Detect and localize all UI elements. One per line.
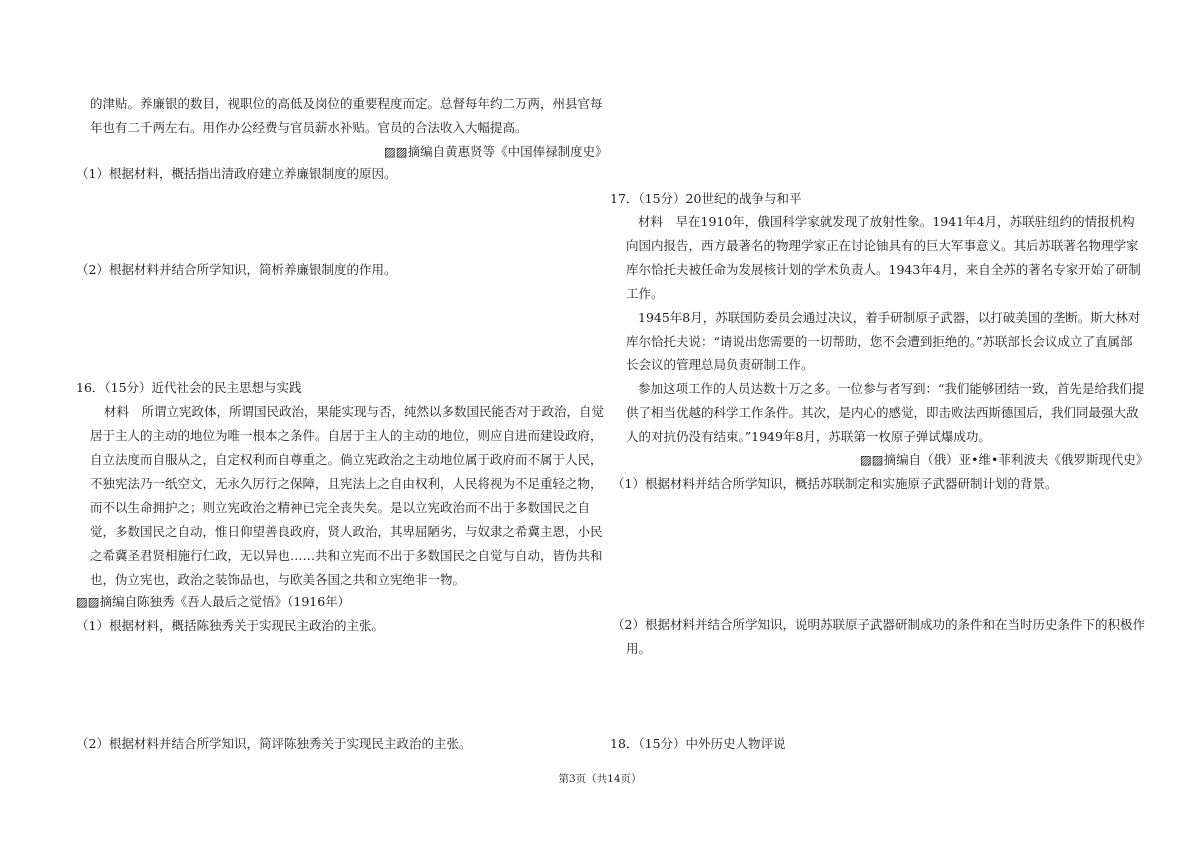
q17-material-line: 工作。 bbox=[626, 286, 664, 301]
q16-header: 16．（15分）近代社会的民主思想与实践 bbox=[76, 380, 302, 395]
q16-source: ▨▨摘编自陈独秀《吾人最后之觉悟》（1916年） bbox=[76, 594, 351, 609]
q17-subquestion-2-continued: 用。 bbox=[626, 641, 652, 656]
q15-material-line: 的津贴。养廉银的数目，视职位的高低及岗位的重要程度而定。总督每年约二万两，州县官每 bbox=[90, 96, 603, 111]
q17-material-line: 向国内报告，西方最著名的物理学家正在讨论铀具有的巨大军事意义。其后苏联著名物理学家 bbox=[626, 238, 1139, 253]
q15-source: ▨▨摘编自黄惠贤等《中国俸禄制度史》 bbox=[384, 144, 608, 159]
q16-material-line: 之希冀圣君贤相施行仁政，无以异也……共和立宪而不出于多数国民之自觉与自动，皆伪共和 bbox=[90, 548, 603, 563]
q17-subquestion-2: （2）根据材料并结合所学知识，说明苏联原子武器研制成功的条件和在当时历史条件下的积极作 bbox=[612, 617, 1145, 632]
q17-material-line: 库尔恰托夫说：“请说出您需要的一切帮助，您不会遭到拒绝的。”苏联部长会议成立了直属部 bbox=[626, 334, 1133, 349]
q16-material-line: 居于主人的主动的地位为唯一根本之条件。自居于主人的主动的地位，则应自进而建设政府， bbox=[90, 428, 603, 443]
q17-header: 17．（15分）20世纪的战争与和平 bbox=[610, 191, 802, 206]
q16-material-line: 不独宪法乃一纸空文，无永久厉行之保障，且宪法上之自由权利，人民将视为不足重轻之物， bbox=[90, 476, 603, 491]
q16-material-line: 而不以生命拥护之；则立宪政治之精神已完全丧失矣。是以立宪政治而不出于多数国民之自 bbox=[90, 500, 591, 515]
q16-material-line: 自立法度而自服从之，自定权利而自尊重之。倘立宪政治之主动地位属于政府而不属于人民， bbox=[90, 452, 603, 467]
q17-material-line: 人的对抗仍没有结束。”1949年8月，苏联第一枚原子弹试爆成功。 bbox=[626, 429, 991, 444]
q17-material-line: 材料 早在1910年，俄国科学家就发现了放射性象。1941年4月，苏联驻纽约的情报机构 bbox=[638, 214, 1135, 229]
q17-material-line: 长会议的管理总局负责研制工作。 bbox=[626, 357, 814, 372]
q17-subquestion-1: （1）根据材料并结合所学知识，概括苏联制定和实施原子武器研制计划的背景。 bbox=[612, 476, 1058, 491]
q16-material-line: 材料 所谓立宪政体，所谓国民政治，果能实现与否，纯然以多数国民能否对于政治，自觉 bbox=[104, 404, 605, 419]
q16-material-line: 觉，多数国民之自动，惟日仰望善良政府，贤人政治，其卑屈陋劣，与奴隶之希冀主恩，小民 bbox=[90, 524, 603, 539]
q17-material-line: 参加这项工作的人员达数十万之多。一位参与者写到：“我们能够团结一致，首先是给我们提 bbox=[638, 381, 1145, 396]
q16-subquestion-1: （1）根据材料，概括陈独秀关于实现民主政治的主张。 bbox=[76, 618, 384, 633]
q17-material-line: 供了相当优越的科学工作条件。其次，是内心的感觉，即击败法西斯德国后，我们同最强大敌 bbox=[626, 405, 1139, 420]
q18-header: 18．（15分）中外历史人物评说 bbox=[610, 736, 786, 751]
q17-material-line: 1945年8月，苏联国防委员会通过决议，着手研制原子武器，以打破美国的垄断。斯大林对 bbox=[638, 310, 1141, 325]
q15-subquestion-1: （1）根据材料，概括指出清政府建立养廉银制度的原因。 bbox=[76, 166, 397, 181]
q17-material-line: 库尔恰托夫被任命为发展核计划的学术负责人。1943年4月，来自全苏的著名专家开始了研制 bbox=[626, 262, 1141, 277]
q15-subquestion-2: （2）根据材料并结合所学知识，简析养廉银制度的作用。 bbox=[76, 262, 397, 277]
q15-material-line: 年也有二千两左右。用作办公经费与官员薪水补贴。官员的合法收入大幅提高。 bbox=[90, 120, 528, 135]
q16-subquestion-2: （2）根据材料并结合所学知识，简评陈独秀关于实现民主政治的主张。 bbox=[76, 736, 472, 751]
page-number-footer: 第3页（共14页） bbox=[558, 773, 642, 785]
q16-material-line: 也，伪立宪也，政治之装饰品也，与欧美各国之共和立宪绝非一物。 bbox=[90, 572, 466, 587]
q17-source: ▨▨摘编自（俄）亚•维•菲利波夫《俄罗斯现代史》 bbox=[860, 452, 1149, 467]
